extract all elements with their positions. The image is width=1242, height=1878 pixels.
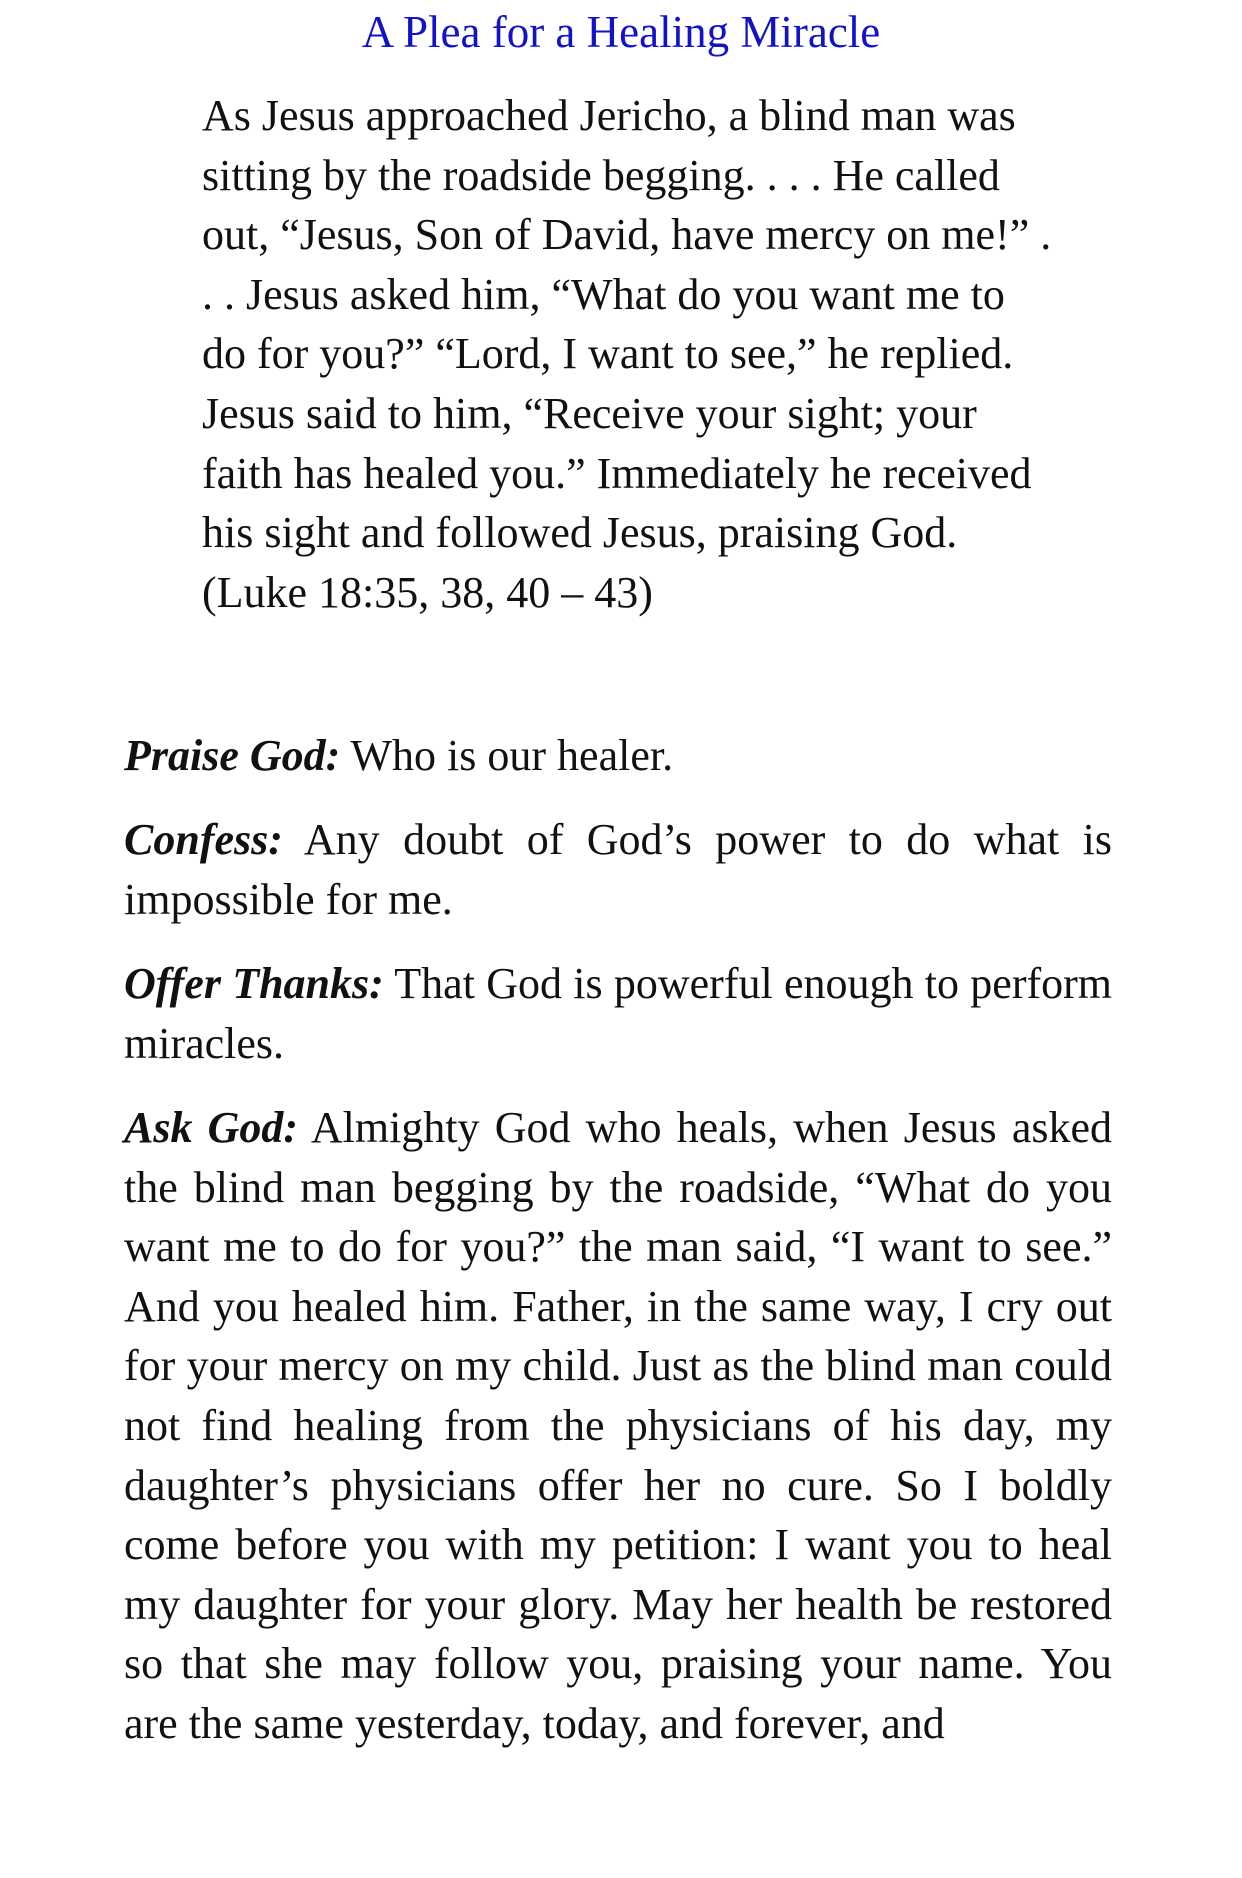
confess-text: Any doubt of God’s power to do what is impossible for me. [124,815,1112,924]
page-title: A Plea for a Healing Miracle [361,7,881,57]
offer-thanks-text: That God is powerful enough to perform miracles. [124,959,1112,1068]
confess-label: Confess: [124,815,283,864]
ask-god-text: Almighty God who heals, when Jesus asked the blind man begging by the roadside, “What do you want me to do for you?” the man said, “I want to see.” And you healed him. Father, in the same way, I cry out for your mercy on my child. Just as the blind man could not find healing from the physicians of his day, my daughter’s physicians offer her no cure. So I boldly come before you with my petition: I want you to heal my daughter for your glory. May her health be restored so that she may follow you, praising your name. You are the same yesterday, today, and forever, and [124,1103,1112,1748]
ask-god-label: Ask God: [124,1103,299,1152]
praise-section [124,726,1112,786]
confess-section [124,810,1112,929]
praise-label: Praise God: [124,731,341,780]
praise-text: Who is our healer. [340,731,674,780]
scripture-quote: As Jesus approached Jericho, a blind man was sitting by the roadside begging. . . . He called out, “Jesus, Son of David, have mercy on me!” . . . Jesus asked him, “What do you want me to do for you?” “Lord, I want to see,” he replied. Jesus said to him, “Receive your sight; your faith has healed you.” Immediately he received his sight and followed Jesus, praising God. (Luke 18:35, 38, 40 – 43) [202,91,1052,617]
offer-thanks-label: Offer Thanks: [124,959,384,1008]
offer-thanks-section [124,954,1112,1073]
ask-god-section [124,1098,1112,1754]
